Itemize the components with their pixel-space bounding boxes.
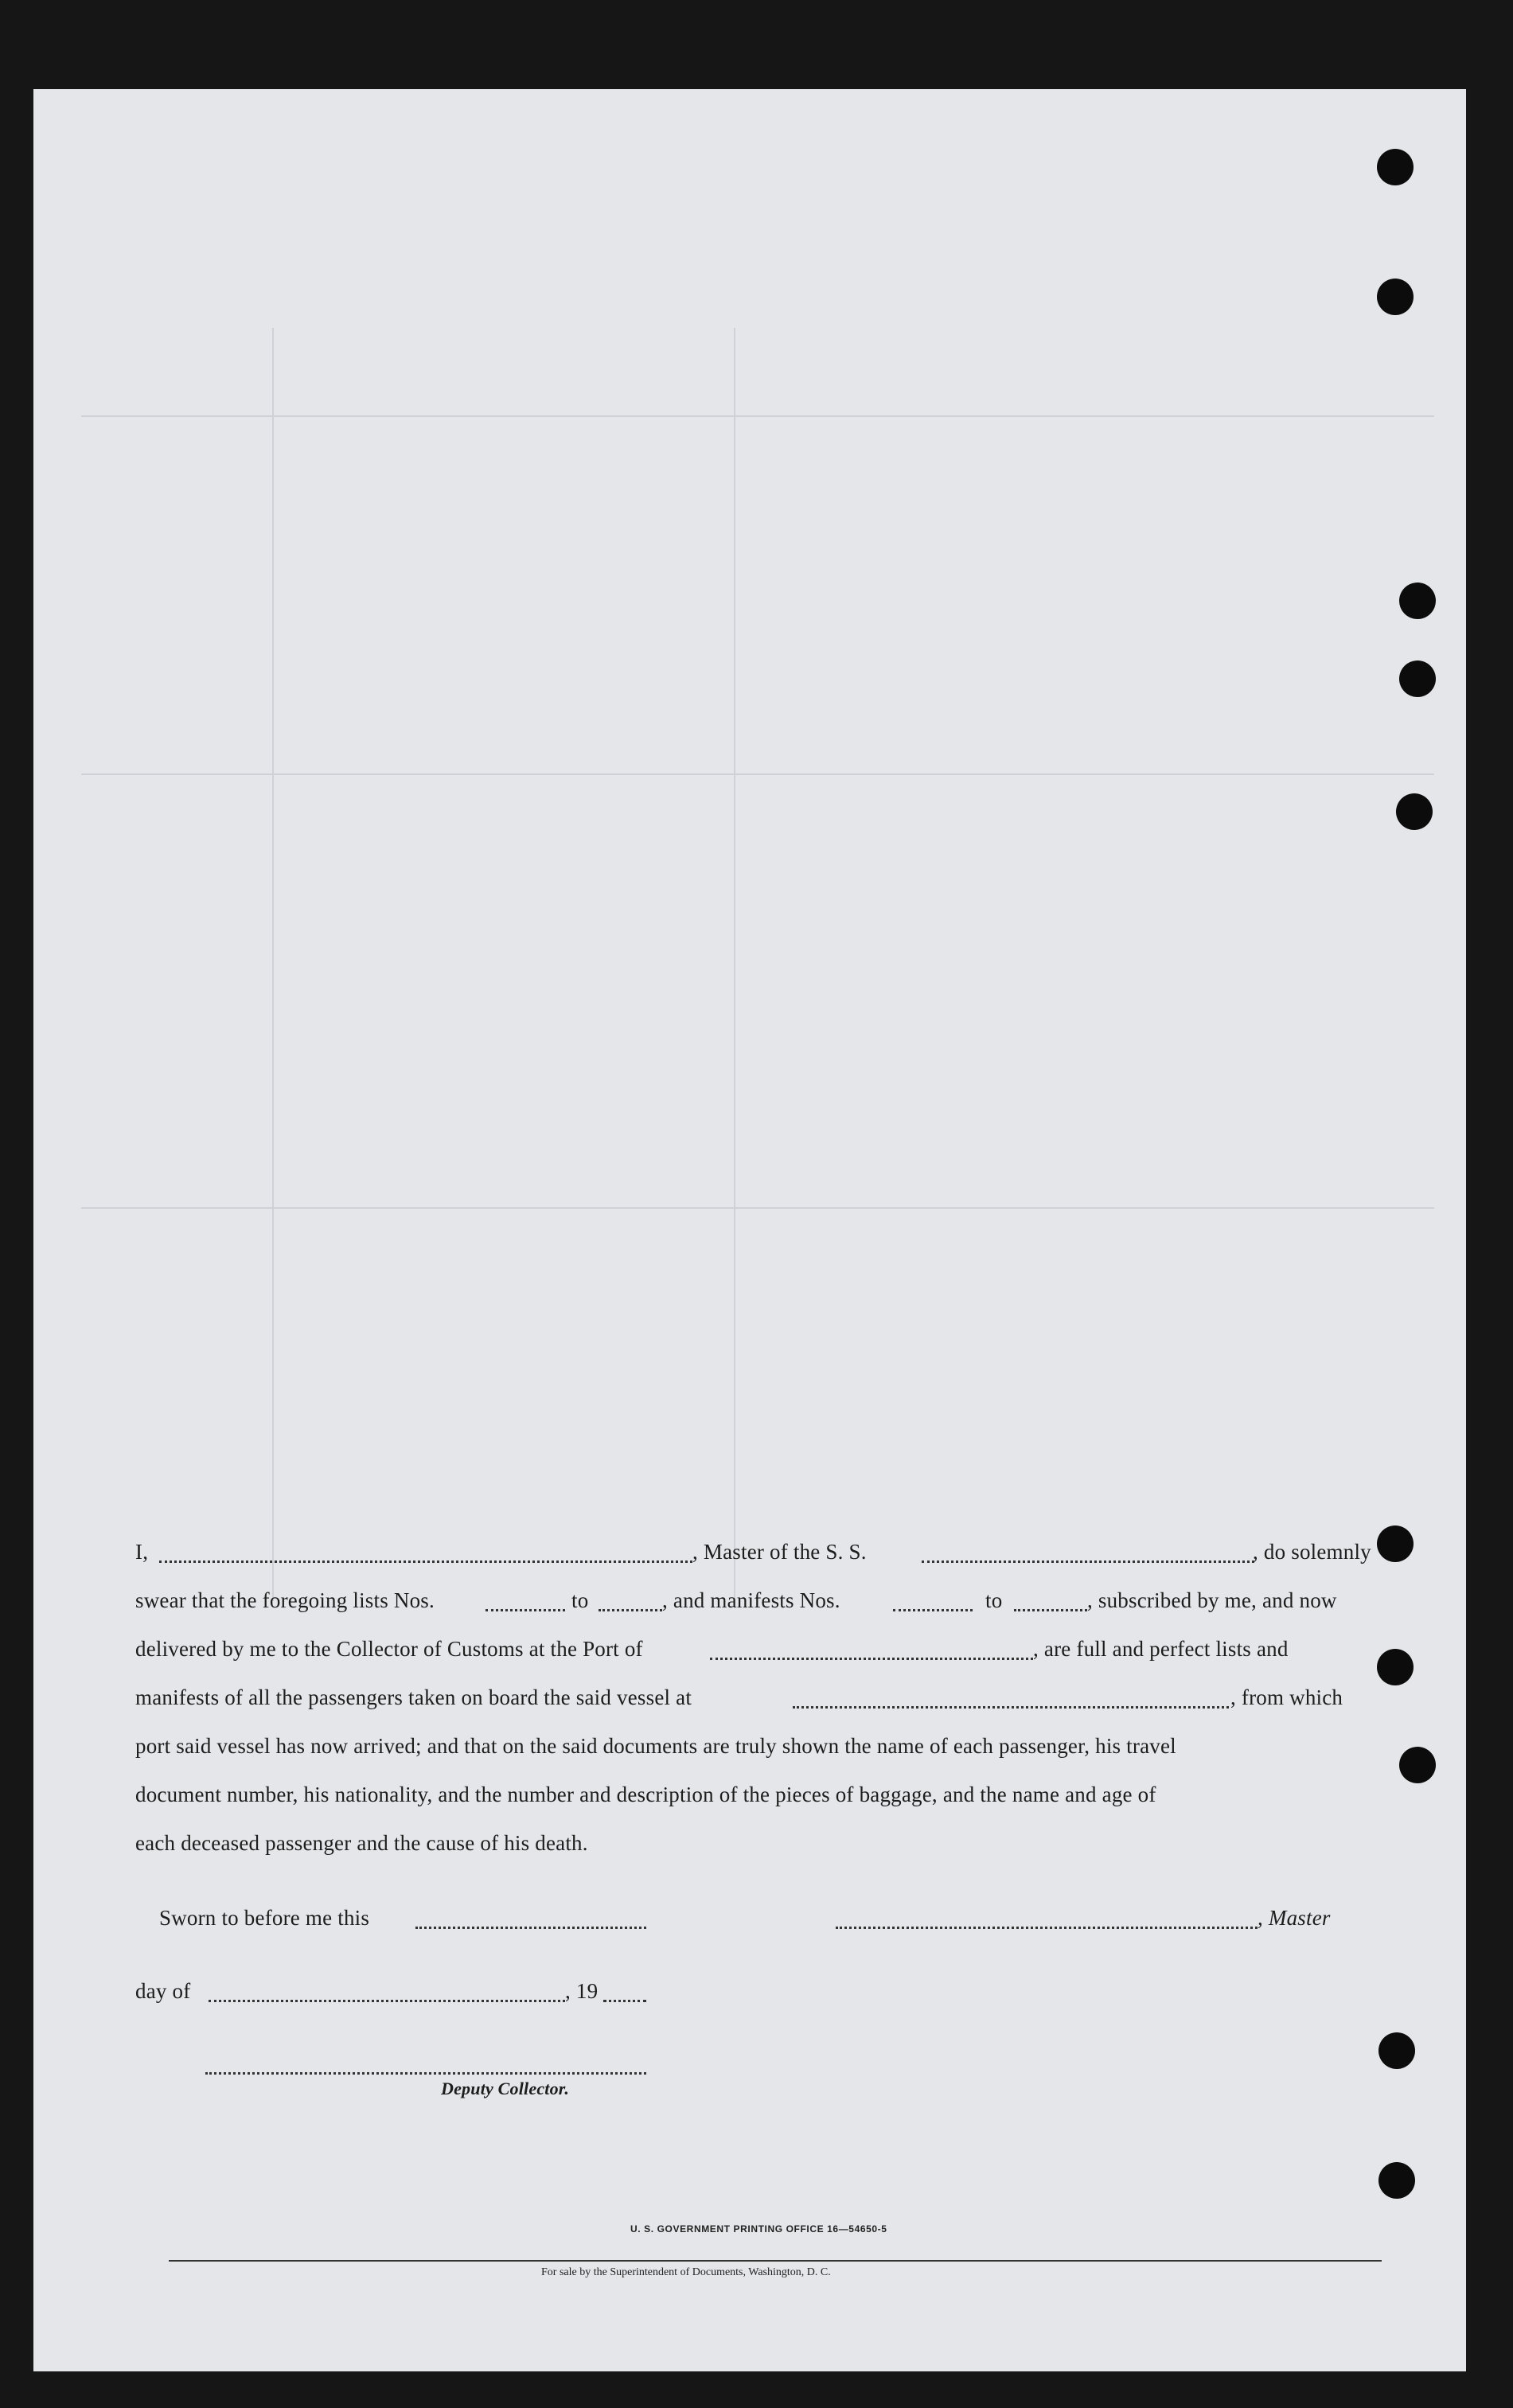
list-to-blank bbox=[599, 1609, 662, 1611]
master-signature-blank bbox=[836, 1927, 1258, 1929]
oath-text: , subscribed by me, and now bbox=[1087, 1588, 1337, 1612]
year-blank bbox=[603, 2000, 646, 2002]
footer-rule bbox=[169, 2260, 1382, 2262]
manifest-sheet bbox=[33, 89, 1466, 2371]
deputy-line bbox=[135, 2079, 1353, 2110]
oath-text: document number, his nationality, and the number and description of the pieces of baggage, and the name and age of bbox=[135, 1783, 1156, 1806]
bleed-through-text bbox=[193, 97, 750, 145]
oath-line-7 bbox=[135, 1831, 1353, 1863]
manifest-from-blank bbox=[893, 1609, 973, 1611]
day-of-line bbox=[135, 1979, 1353, 2011]
binder-hole bbox=[1377, 149, 1414, 185]
deputy-signature-line bbox=[205, 2072, 646, 2075]
ship-name-blank bbox=[922, 1561, 1254, 1563]
printing-credit: U. S. GOVERNMENT PRINTING OFFICE 16—54650-5 bbox=[630, 2223, 887, 2235]
bleed-through-rule bbox=[734, 328, 735, 1601]
oath-text: to bbox=[985, 1588, 1003, 1612]
oath-text: to bbox=[571, 1588, 589, 1612]
oath-text: , from which bbox=[1230, 1685, 1343, 1709]
binder-hole bbox=[1399, 1747, 1436, 1783]
binder-hole bbox=[1399, 583, 1436, 619]
bleed-through-rule bbox=[272, 328, 274, 1601]
year-prefix: , 19 bbox=[565, 1979, 599, 2003]
sworn-line bbox=[135, 1906, 1353, 1938]
oath-line-4 bbox=[135, 1685, 1353, 1717]
bleed-through-rule bbox=[81, 773, 1434, 775]
manifest-to-blank bbox=[1014, 1609, 1087, 1611]
footer-note: For sale by the Superintendent of Documents, Washington, D. C. bbox=[541, 2266, 831, 2278]
oath-text: , and manifests Nos. bbox=[662, 1588, 840, 1612]
oath-text: delivered by me to the Collector of Customs at the Port of bbox=[135, 1637, 643, 1661]
bleed-through-rule bbox=[81, 1207, 1434, 1209]
binder-hole bbox=[1377, 1525, 1414, 1562]
departure-port-blank bbox=[793, 1706, 1229, 1709]
binder-hole bbox=[1377, 1649, 1414, 1685]
bleed-through-rule bbox=[81, 415, 1434, 417]
binder-hole bbox=[1378, 2032, 1415, 2069]
oath-line-2 bbox=[135, 1588, 1353, 1620]
oath-text: , are full and perfect lists and bbox=[1033, 1637, 1289, 1661]
oath-line-6 bbox=[135, 1783, 1353, 1814]
oath-text: manifests of all the passengers taken on board the said vessel at bbox=[135, 1685, 692, 1709]
day-of-label: day of bbox=[135, 1979, 191, 2003]
oath-text: I, bbox=[135, 1540, 149, 1564]
port-blank bbox=[710, 1658, 1033, 1660]
list-from-blank bbox=[485, 1609, 565, 1611]
master-name-blank bbox=[159, 1561, 692, 1563]
binder-hole bbox=[1377, 279, 1414, 315]
day-blank bbox=[209, 2000, 565, 2002]
oath-text: swear that the foregoing lists Nos. bbox=[135, 1588, 435, 1612]
deputy-label: Deputy Collector. bbox=[441, 2079, 570, 2098]
sworn-label: Sworn to before me this bbox=[159, 1906, 370, 1930]
sworn-date-blank bbox=[415, 1927, 646, 1929]
binder-hole bbox=[1399, 660, 1436, 697]
oath-line-5 bbox=[135, 1734, 1353, 1766]
oath-text: port said vessel has now arrived; and that on the said documents are truly shown the name of each passenger, his travel bbox=[135, 1734, 1176, 1758]
master-label: , Master bbox=[1258, 1906, 1331, 1930]
binder-hole bbox=[1378, 2162, 1415, 2199]
oath-text: each deceased passenger and the cause of his death. bbox=[135, 1831, 588, 1855]
oath-text: , do solemnly bbox=[1253, 1540, 1371, 1564]
binder-hole bbox=[1396, 793, 1433, 830]
oath-line-3 bbox=[135, 1637, 1353, 1669]
oath-text: , Master of the S. S. bbox=[692, 1540, 867, 1564]
oath-line-1 bbox=[135, 1540, 1371, 1572]
